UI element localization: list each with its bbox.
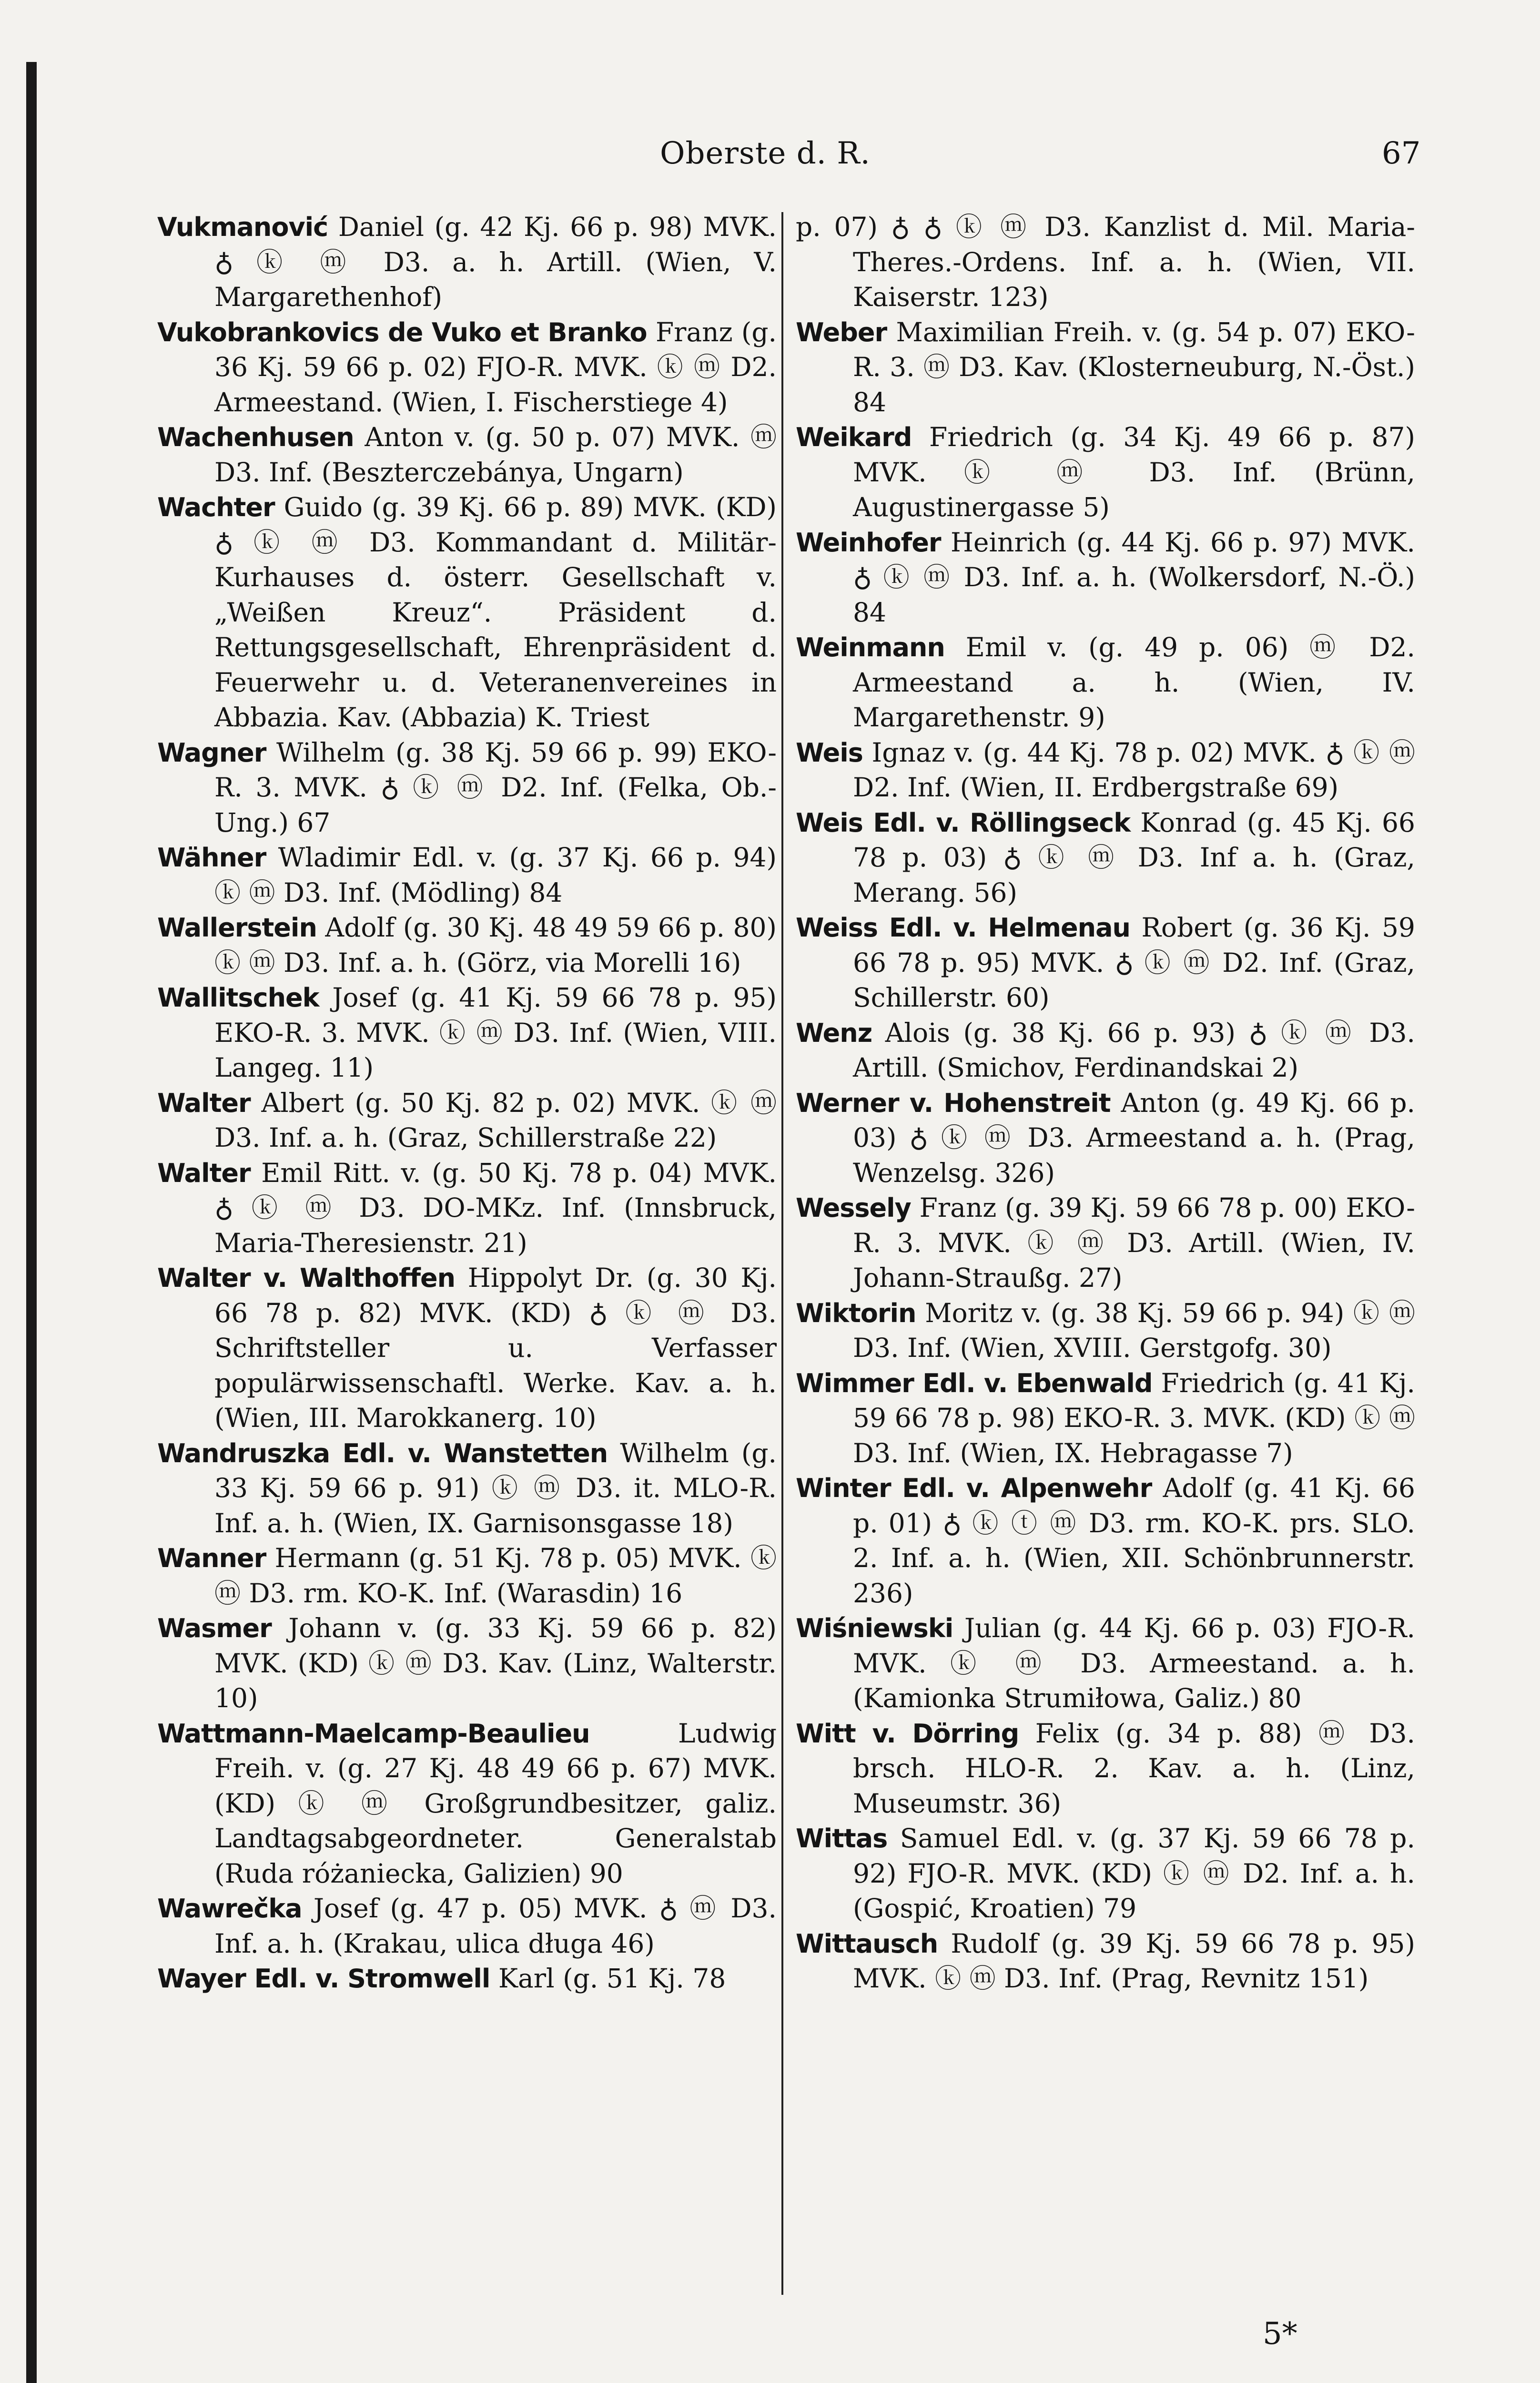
entry-details: Ignaz v. (g. 44 Kj. 78 p. 02) MVK. ♁ ⓚ ⓜ D2. Inf. (Wien, II. Erdbergstraße 69) bbox=[853, 737, 1415, 803]
entry-details: Rudolf (g. 39 Kj. 59 66 78 p. 95) MVK. ⓚ ⓜ D3. Inf. (Prag, Revnitz 151) bbox=[853, 1928, 1416, 1994]
entry-details: Hippolyt Dr. (g. 30 Kj. 66 78 p. 82) MVK. (KD) ♁ ⓚ ⓜ D3. Schriftsteller u. Verfasser populärwissenschaftl. Werke. Kav. a. h. (Wien, III. Marokkanerg. 10) bbox=[214, 1263, 777, 1433]
directory-entry bbox=[796, 1366, 1415, 1471]
entry-name: Winter Edl. v. Alpenwehr bbox=[796, 1473, 1152, 1503]
entry-name: Wandruszka Edl. v. Wanstetten bbox=[157, 1438, 608, 1468]
entry-details: Samuel Edl. v. (g. 37 Kj. 59 66 78 p. 92) FJO-R. MVK. (KD) ⓚ ⓜ D2. Inf. a. h. (Gospić, Kroatien) 79 bbox=[853, 1823, 1415, 1924]
entry-details: Heinrich (g. 44 Kj. 66 p. 97) MVK. ♁ ⓚ ⓜ D3. Inf. a. h. (Wolkersdorf, N.-Ö.) 84 bbox=[853, 527, 1415, 628]
entry-name: Wiktorin bbox=[796, 1298, 916, 1328]
entry-name: Wawrečka bbox=[157, 1894, 302, 1924]
entry-details: Emil Ritt. v. (g. 50 Kj. 78 p. 04) MVK. ♁ ⓚ ⓜ D3. DO-MKz. Inf. (Innsbruck, Maria-Theresienstr. 21) bbox=[214, 1157, 777, 1258]
entry-name: Weiss Edl. v. Helmenau bbox=[796, 913, 1130, 943]
entry-details: Franz (g. 36 Kj. 59 66 p. 02) FJO-R. MVK. ⓚ ⓜ D2. Armeestand. (Wien, I. Fischerstiege 4) bbox=[214, 316, 777, 418]
entry-details: Friedrich (g. 41 Kj. 59 66 78 p. 98) EKO-R. 3. MVK. (KD) ⓚ ⓜ D3. Inf. (Wien, IX. Hebragasse 7) bbox=[853, 1367, 1415, 1468]
directory-entry bbox=[157, 420, 777, 490]
directory-entry bbox=[796, 1296, 1415, 1366]
entry-details: Anton v. (g. 50 p. 07) MVK. ⓜ D3. Inf. (Beszterczebánya, Ungarn) bbox=[214, 422, 777, 488]
directory-entry bbox=[796, 735, 1415, 805]
entry-details: Guido (g. 39 Kj. 66 p. 89) MVK. (KD) ♁ ⓚ ⓜ D3. Kommandant d. Militär-Kurhauses d. österr. Gesellschaft v. „Weißen Kreuz“. Präsident d. Rettungsgesellschaft, Ehrenpräsident d. Feuerwehr u. d. Veteranenvereines in Abbazia. Kav. (Abbazia) K. Triest bbox=[214, 492, 777, 733]
directory-entry bbox=[157, 840, 777, 910]
entry-name: Wanner bbox=[157, 1543, 266, 1573]
entry-details: Josef (g. 41 Kj. 59 66 78 p. 95) EKO-R. 3. MVK. ⓚ ⓜ D3. Inf. (Wien, VIII. Langeg. 11) bbox=[214, 982, 777, 1083]
entry-details: Hermann (g. 51 Kj. 78 p. 05) MVK. ⓚ ⓜ D3. rm. KO-K. Inf. (Warasdin) 16 bbox=[214, 1543, 777, 1609]
entry-name: Wallerstein bbox=[157, 913, 317, 943]
directory-entry bbox=[157, 735, 777, 841]
directory-entry bbox=[796, 1716, 1415, 1822]
directory-entry bbox=[157, 1716, 777, 1892]
entry-name: Wallitschek bbox=[157, 983, 319, 1013]
directory-entry bbox=[157, 490, 777, 735]
entry-name: Wayer Edl. v. Stromwell bbox=[157, 1964, 490, 1994]
entry-name: Wimmer Edl. v. Ebenwald bbox=[796, 1368, 1153, 1398]
directory-entry bbox=[796, 1821, 1415, 1926]
directory-entry bbox=[796, 1471, 1415, 1611]
entry-details: Adolf (g. 41 Kj. 66 p. 01) ♁ ⓚ ⓣ ⓜ D3. rm. KO-K. prs. SLO. 2. Inf. a. h. (Wien, XII. Schönbrunnerstr. 236) bbox=[853, 1473, 1415, 1609]
page-number: 67 bbox=[1382, 136, 1421, 171]
entry-details: Julian (g. 44 Kj. 66 p. 03) FJO-R. MVK. ⓚ ⓜ D3. Armeestand. a. h. (Kamionka Strumiłowa, Galiz.) 80 bbox=[853, 1613, 1415, 1713]
entry-details: Konrad (g. 45 Kj. 66 78 p. 03) ♁ ⓚ ⓜ D3. Inf a. h. (Graz, Merang. 56) bbox=[853, 807, 1415, 908]
directory-entry bbox=[796, 420, 1415, 525]
entry-name: Wenz bbox=[796, 1018, 872, 1048]
entry-name: Wähner bbox=[157, 843, 266, 873]
entry-details: Maximilian Freih. v. (g. 54 p. 07) EKO-R. 3. ⓜ D3. Kav. (Klosterneuburg, N.-Öst.) 84 bbox=[853, 316, 1415, 418]
entry-name: Weis Edl. v. Röllingseck bbox=[796, 807, 1131, 838]
entry-name: Weber bbox=[796, 317, 887, 347]
directory-entry bbox=[157, 1436, 777, 1541]
directory-entry bbox=[796, 1086, 1415, 1191]
entry-details: p. 07) ♁ ♁ ⓚ ⓜ D3. Kanzlist d. Mil. Maria-Theres.-Ordens. Inf. a. h. (Wien, VII. Kaiserstr. 123) bbox=[796, 212, 1415, 312]
directory-entry bbox=[157, 1156, 777, 1261]
directory-entry bbox=[796, 805, 1415, 911]
entry-details: Ludwig Freih. v. (g. 27 Kj. 48 49 66 p. 67) MVK. (KD) ⓚ ⓜ Großgrundbesitzer, galiz. Landtagsabgeordneter. Generalstab (Ruda różaniecka, Galizien) 90 bbox=[214, 1718, 777, 1889]
entry-details: Wladimir Edl. v. (g. 37 Kj. 66 p. 94) ⓚ ⓜ D3. Inf. (Mödling) 84 bbox=[214, 842, 777, 908]
directory-entry bbox=[157, 1891, 777, 1961]
entry-name: Wachenhusen bbox=[157, 422, 354, 452]
entry-name: Wessely bbox=[796, 1193, 911, 1223]
entry-name: Walter bbox=[157, 1088, 251, 1118]
entry-name: Wagner bbox=[157, 737, 266, 768]
running-head: Oberste d. R. bbox=[660, 136, 871, 171]
entry-details: Johann v. (g. 33 Kj. 59 66 p. 82) MVK. (KD) ⓚ ⓜ D3. Kav. (Linz, Walterstr. 10) bbox=[214, 1613, 777, 1713]
entry-details: Alois (g. 38 Kj. 66 p. 93) ♁ ⓚ ⓜ D3. Artill. (Smichov, Ferdinandskai 2) bbox=[853, 1017, 1415, 1083]
directory-entry bbox=[157, 1086, 777, 1156]
entry-details: Emil v. (g. 49 p. 06) ⓜ D2. Armeestand a. h. (Wien, IV. Margarethenstr. 9) bbox=[853, 632, 1416, 733]
entry-name: Walter bbox=[157, 1158, 251, 1188]
left-column bbox=[157, 210, 777, 1996]
directory-entry bbox=[796, 910, 1415, 1016]
directory-entry bbox=[796, 315, 1415, 420]
entry-details: Franz (g. 39 Kj. 59 66 78 p. 00) EKO-R. 3. MVK. ⓚ ⓜ D3. Artill. (Wien, IV. Johann-Straußg. 27) bbox=[853, 1192, 1415, 1293]
directory-entry bbox=[796, 1016, 1415, 1086]
directory-entry bbox=[796, 1191, 1415, 1296]
directory-entry bbox=[157, 1961, 777, 1996]
entry-name: Wiśniewski bbox=[796, 1613, 953, 1643]
entry-details: Friedrich (g. 34 Kj. 49 66 p. 87) MVK. ⓚ ⓜ D3. Inf. (Brünn, Augustinergasse 5) bbox=[853, 422, 1416, 522]
directory-entry bbox=[796, 210, 1415, 315]
directory-entry bbox=[157, 980, 777, 1086]
entry-name: Weinmann bbox=[796, 632, 945, 662]
entry-details: Karl (g. 51 Kj. 78 bbox=[498, 1963, 726, 1994]
entry-name: Walter v. Walthoffen bbox=[157, 1263, 456, 1293]
entry-details: Robert (g. 36 Kj. 59 66 78 p. 95) MVK. ♁ ⓚ ⓜ D2. Inf. (Graz, Schillerstr. 60) bbox=[853, 912, 1415, 1013]
entry-name: Wachter bbox=[157, 492, 275, 522]
entry-name: Wasmer bbox=[157, 1613, 272, 1643]
entry-name: Wittausch bbox=[796, 1928, 938, 1959]
directory-entry bbox=[157, 1541, 777, 1611]
directory-entry bbox=[157, 1261, 777, 1436]
binding-edge bbox=[26, 62, 37, 2383]
entry-name: Vukmanović bbox=[157, 212, 328, 242]
directory-entry bbox=[157, 910, 777, 980]
entry-name: Wittas bbox=[796, 1823, 888, 1853]
directory-entry bbox=[796, 1611, 1415, 1716]
directory-entry bbox=[796, 525, 1415, 631]
directory-entry bbox=[157, 315, 777, 420]
entry-details: Anton (g. 49 Kj. 66 p. 03) ♁ ⓚ ⓜ D3. Armeestand a. h. (Prag, Wenzelsg. 326) bbox=[853, 1087, 1416, 1188]
right-column bbox=[796, 210, 1415, 1996]
entry-details: Moritz v. (g. 38 Kj. 59 66 p. 94) ⓚ ⓜ D3. Inf. (Wien, XVIII. Gerstgofg. 30) bbox=[853, 1297, 1415, 1363]
directory-entry bbox=[796, 1926, 1415, 1996]
entry-name: Werner v. Hohenstreit bbox=[796, 1088, 1111, 1118]
entry-details: Albert (g. 50 Kj. 82 p. 02) MVK. ⓚ ⓜ D3. Inf. a. h. (Graz, Schillerstraße 22) bbox=[214, 1087, 777, 1153]
entry-details: Adolf (g. 30 Kj. 48 49 59 66 p. 80) ⓚ ⓜ D3. Inf. a. h. (Görz, via Morelli 16) bbox=[214, 912, 777, 978]
entry-name: Wattmann-Maelcamp-Beaulieu bbox=[157, 1718, 590, 1749]
column-divider bbox=[781, 212, 783, 2295]
entry-details: Wilhelm (g. 38 Kj. 59 66 p. 99) EKO-R. 3. MVK. ♁ ⓚ ⓜ D2. Inf. (Felka, Ob.-Ung.) 67 bbox=[214, 737, 777, 838]
signature-mark: 5* bbox=[1263, 2316, 1297, 2352]
entry-name: Weis bbox=[796, 737, 863, 768]
entry-details: Daniel (g. 42 Kj. 66 p. 98) MVK. ♁ ⓚ ⓜ D3. a. h. Artill. (Wien, V. Margarethenhof) bbox=[214, 212, 777, 312]
directory-entry bbox=[157, 1611, 777, 1716]
entry-name: Weinhofer bbox=[796, 527, 941, 558]
entry-details: Wilhelm (g. 33 Kj. 59 66 p. 91) ⓚ ⓜ D3. it. MLO-R. Inf. a. h. (Wien, IX. Garnisonsgasse 18) bbox=[214, 1437, 777, 1538]
directory-entry bbox=[157, 210, 777, 315]
entry-details: Josef (g. 47 p. 05) MVK. ♁ ⓜ D3. Inf. a. h. (Krakau, ulica długa 46) bbox=[214, 1893, 777, 1959]
entry-details: Felix (g. 34 p. 88) ⓜ D3. brsch. HLO-R. 2. Kav. a. h. (Linz, Museumstr. 36) bbox=[853, 1718, 1416, 1819]
entry-name: Vukobrankovics de Vuko et Branko bbox=[157, 317, 647, 347]
entry-name: Weikard bbox=[796, 422, 912, 452]
entry-name: Witt v. Dörring bbox=[796, 1718, 1019, 1749]
directory-entry bbox=[796, 630, 1415, 735]
